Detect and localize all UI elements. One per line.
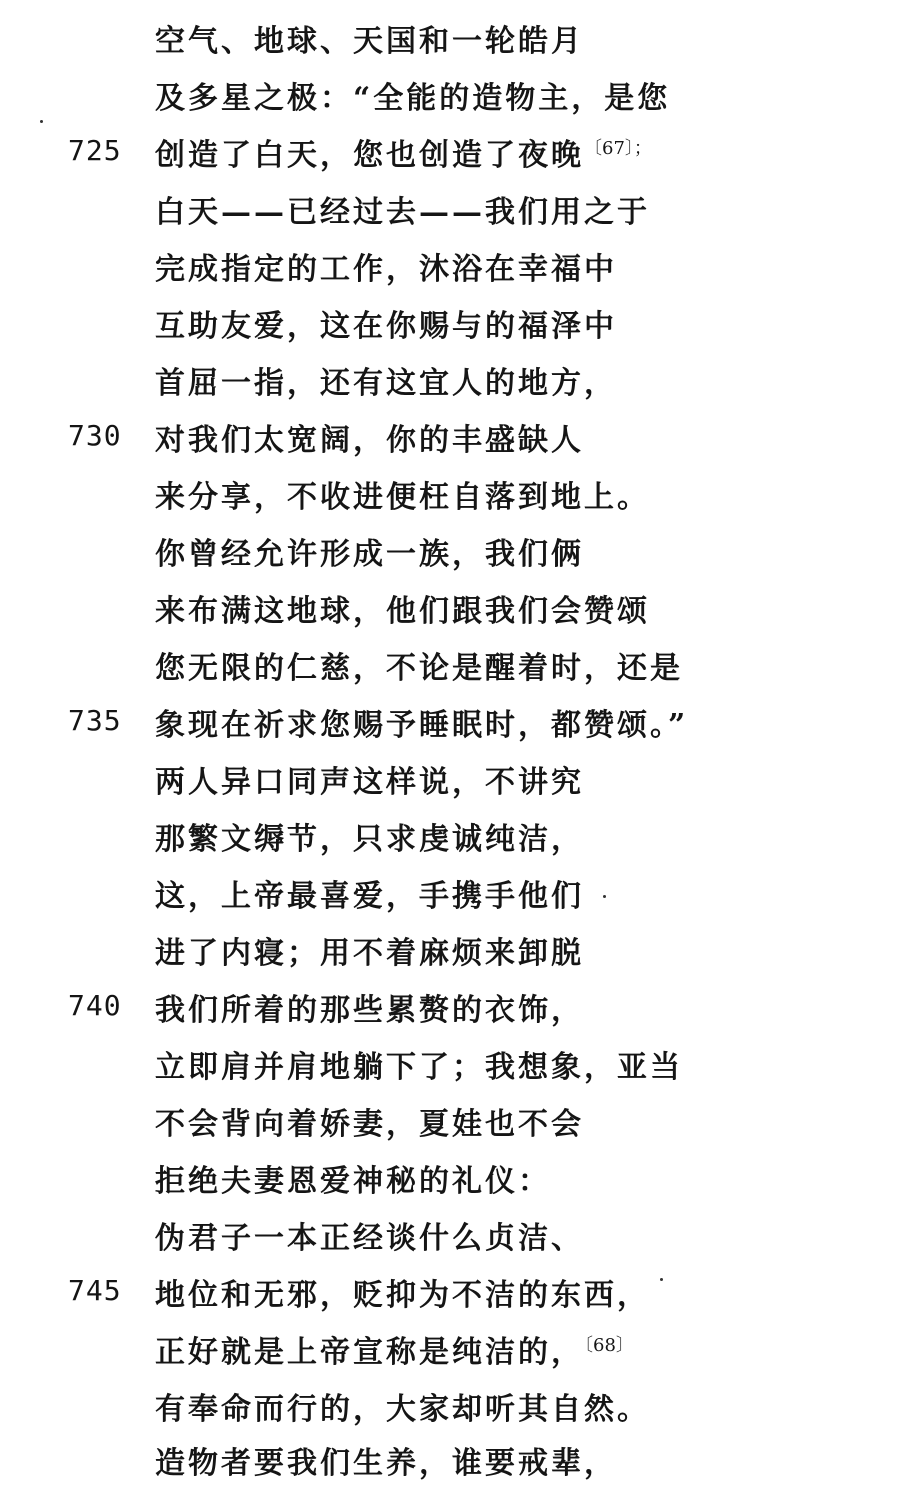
verse-line <box>0 124 900 180</box>
scan-speck <box>603 895 606 898</box>
verse-text: 完成指定的工作，沐浴在幸福中 <box>155 252 617 287</box>
verse-text: 你曾经允许形成一族，我们俩 <box>155 537 584 572</box>
verse-line <box>0 466 900 522</box>
line-number: 735 <box>68 704 122 737</box>
line-number: 725 <box>68 134 122 167</box>
verse-line <box>0 808 900 864</box>
verse-line <box>0 67 900 123</box>
verse-text: 创造了白天，您也创造了夜晚$^{〔67〕;}$ <box>155 138 652 173</box>
verse-line <box>0 1432 900 1488</box>
verse-text: 造物者要我们生养，谁要戒辈， <box>155 1446 617 1481</box>
verse-line <box>0 1150 900 1206</box>
verse-text: 拒绝夫妻恩爱神秘的礼仪： <box>155 1164 551 1199</box>
verse-text: 来布满这地球，他们跟我们会赞颂 <box>155 594 650 629</box>
verse-line <box>0 1036 900 1092</box>
verse-line <box>0 865 900 921</box>
verse-text: 地位和无邪，贬抑为不洁的东西， <box>155 1278 650 1313</box>
verse-text: 互助友爱，这在你赐与的福泽中 <box>155 309 617 344</box>
line-number: 740 <box>68 989 122 1022</box>
verse-text: 这，上帝最喜爱，手携手他们 <box>155 879 584 914</box>
scan-speck <box>660 1278 663 1281</box>
verse-text: 对我们太宽阔，你的丰盛缺人 <box>155 423 584 458</box>
verse-text: 首屈一指，还有这宜人的地方， <box>155 366 617 401</box>
footnote-marker: 〔67〕； <box>584 138 652 159</box>
line-number: 745 <box>68 1274 122 1307</box>
verse-line <box>0 1207 900 1263</box>
verse-line <box>0 979 900 1035</box>
verse-text: 正好就是上帝宣称是纯洁的，$^{〔68〕}$ <box>155 1335 634 1370</box>
verse-line <box>0 1093 900 1149</box>
verse-text: 您无限的仁慈，不论是醒着时，还是 <box>155 651 683 686</box>
verse-text: 空气、地球、天国和一轮皓月 <box>155 24 584 59</box>
verse-text: 有奉命而行的，大家却听其自然。 <box>155 1392 650 1427</box>
verse-line <box>0 694 900 750</box>
verse-text: 立即肩并肩地躺下了；我想象，亚当 <box>155 1050 683 1085</box>
verse-text: 伪君子一本正经谈什么贞洁、 <box>155 1221 584 1256</box>
verse-line <box>0 1321 900 1377</box>
verse-line <box>0 1264 900 1320</box>
verse-text: 两人异口同声这样说，不讲究 <box>155 765 584 800</box>
verse-line <box>0 295 900 351</box>
scan-speck <box>40 120 43 123</box>
verse-line <box>0 409 900 465</box>
verse-line <box>0 637 900 693</box>
verse-line <box>0 10 900 66</box>
verse-line <box>0 751 900 807</box>
verse-line <box>0 238 900 294</box>
verse-text: 白天——已经过去——我们用之于 <box>155 195 650 230</box>
verse-text: 及多星之极：“全能的造物主，是您 <box>155 81 671 116</box>
verse-line <box>0 580 900 636</box>
verse-text: 象现在祈求您赐予睡眠时，都赞颂。” <box>155 708 689 743</box>
verse-line <box>0 1378 900 1434</box>
verse-text: 不会背向着娇妻，夏娃也不会 <box>155 1107 584 1142</box>
verse-line <box>0 352 900 408</box>
verse-text: 那繁文缛节，只求虔诚纯洁， <box>155 822 584 857</box>
line-number: 730 <box>68 419 122 452</box>
verse-line <box>0 181 900 237</box>
verse-line <box>0 523 900 579</box>
verse-text: 来分享，不收进便枉自落到地上。 <box>155 480 650 515</box>
verse-line <box>0 922 900 978</box>
verse-text: 我们所着的那些累赘的衣饰， <box>155 993 584 1028</box>
verse-text: 进了内寝；用不着麻烦来卸脱 <box>155 936 584 971</box>
footnote-marker: 〔68〕 <box>584 1335 634 1356</box>
